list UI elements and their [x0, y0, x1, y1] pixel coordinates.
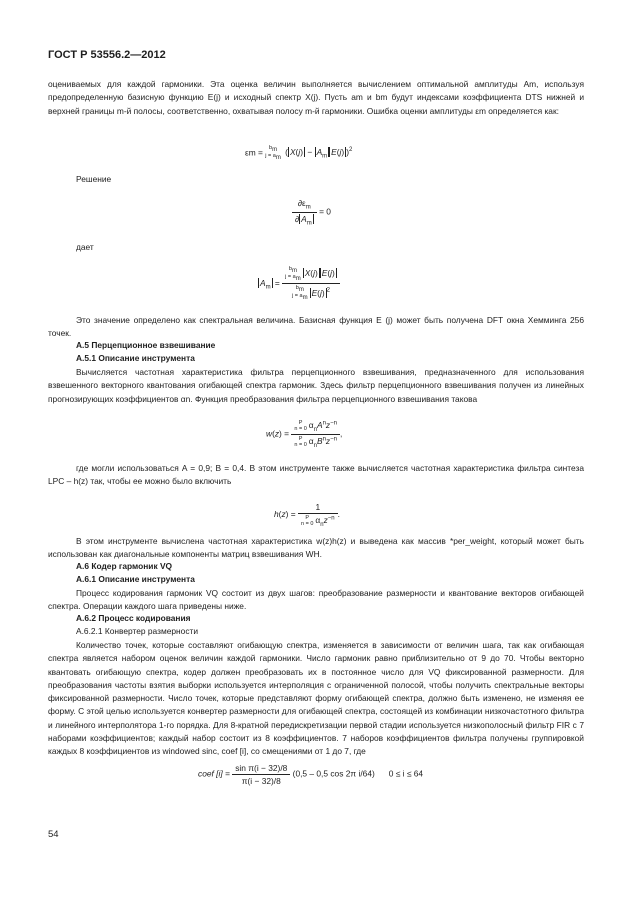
heading: А.6.2.1 Конвертер размерности	[76, 626, 199, 636]
heading: А.6.2 Процесс кодирования	[76, 613, 191, 623]
heading: А.5.1 Описание инструмента	[76, 353, 195, 363]
formula-weighting: w(z) = P n = 0 $\alpha_nA^nz^{-n}$ P n = 0 $\alpha_nB^nz^{-n}$ ,	[266, 420, 343, 449]
fraction-numerator: sin π(i − 32)/8	[232, 763, 290, 775]
fraction: P n = 0 $\alpha_nA^nz^{-n}$ P n = 0 $\alpha_nB^nz^{-n}$	[291, 420, 340, 449]
heading: А.6.1 Описание инструмента	[76, 574, 195, 584]
formula-body: ( $X(j) - A_m$ E(j) )$^2$	[285, 147, 353, 160]
fraction	[232, 763, 290, 786]
formula-coef	[198, 763, 423, 786]
paragraph: Количество точек, которые составляют огибающую спектра, изменяется в зависимости от величин шага, так как огибающая спектра является набором оценок величин каждой гармоники. Число гармоник равно приблизительно от 9 до 70. Чтобы векторно квантовать огибающую спектра, кодер должен преобразовать их в постоянное число для VQ фиксированной размерности. Для преобразования частоты взятия выборки используется интерполяция с ограниченной полосой, чтобы получить спектральные векторы фиксированной размерности. Число точек, которые представляют форму огибающей спектра, должно быть изменено, не изменяя ее форму. С этой целью используется конвертер размерности для огибающей спектра, состоящей из комбинации низкочастотного фильтра и линейного интерполятора 1-го порядка. Для 8-кратной передискретизации первой стадии используется низкополосный фильтр FIR с 7 наборами коэффициентов; каждый набор состоит из 8 коэффициентов. 7 наборов коэффициентов фильтра получены группировкой каждых 8 коэффициентов из windowed sinc, coef [i], со смещениями от 1 до 7, где	[48, 640, 584, 757]
formula-lhs: εm =	[245, 147, 263, 158]
paragraph: Процесс кодирования гармоник VQ состоит из двух шагов: преобразование размерности и квантование векторов огибающей спектра. Операции каждого шага приведены ниже.	[48, 588, 584, 612]
heading: А.5 Перцепционное взвешивание	[76, 340, 216, 350]
paragraph: Это значение определено как спектральная величина. Базисная функция E (j) может быть получена DFT окна Хемминга 256 точек.	[48, 315, 584, 339]
formula-lhs: coef [i] =	[198, 768, 230, 779]
paragraph: Решение	[76, 174, 112, 184]
paragraph: где могли использоваться A = 0,9; B = 0,4. В этом инструменте также вычисляется частотная характеристика фильтра синтеза LPC – h(z) так, чтобы ее можно было включить	[48, 463, 584, 487]
formula-rest: (0,5 – 0,5 cos 2π i/64) 0 ≤ i ≤ 64	[292, 768, 424, 779]
formula-derivative	[292, 198, 331, 226]
heading: А.6 Кодер гармоник VQ	[76, 561, 173, 571]
formula-error	[245, 145, 352, 161]
paragraph: дает	[76, 242, 94, 252]
paragraph: Вычисляется частотная характеристика фильтра перцепционного взвешивания, предназначенного для использования взвешенного векторного квантования огибающей спектра гармоник. Здесь фильтр перцепционного взвешивания получен из линейных прогнозирующих коэффициентов αn. Функция преобразования фильтра перцепционного взвешивания такова	[48, 367, 584, 404]
page-number: 54	[48, 829, 59, 840]
paragraph: оцениваемых для каждой гармоники. Эта оценка величин выполняется вычислением оптимальной амплитуды Am, используя предопределенную базисную функцию E(j) и исходный спектр X(j). Пусть am и bm будут индексами коэффициента DTS нижней и верхней границы m-й полосы, соответственно, охватывая полосу m-й гармоники. Ошибка оценки амплитуды εm определяется как:	[48, 79, 584, 116]
page-header: ГОСТ Р 53556.2—2012	[48, 49, 166, 61]
paragraph: В этом инструменте вычислена частотная характеристика w(z)h(z) и выведена как массив *per_weight, который может быть использован как диагональные компоненты матриц взвешивания WH.	[48, 536, 584, 560]
fraction-denominator: π(i − 32)/8	[241, 776, 281, 786]
formula-rhs: = 0	[319, 206, 331, 217]
fraction: $\frac{\partial\varepsilon_m}{\partial A_m}$	[292, 198, 317, 226]
fraction: $b_m$ $j = a_mX(j)$ E(j) $b_m$ $j = a_mE(j)$ $^2$	[282, 266, 340, 301]
fraction: 1 P n = 0 $\alpha_nz^{-n}$	[298, 502, 338, 528]
sum-operator: $b_m$ $j = a_m$	[265, 145, 281, 162]
formula-synthesis: h(z) = 1 P n = 0 $\alpha_nz^{-n}$ .	[274, 502, 340, 528]
formula-amplitude: $A_m$ = $b_m$ $j = a_mX(j)$ E(j) $b_m$ $j = a_mE(j)$ $^2$	[258, 266, 340, 301]
